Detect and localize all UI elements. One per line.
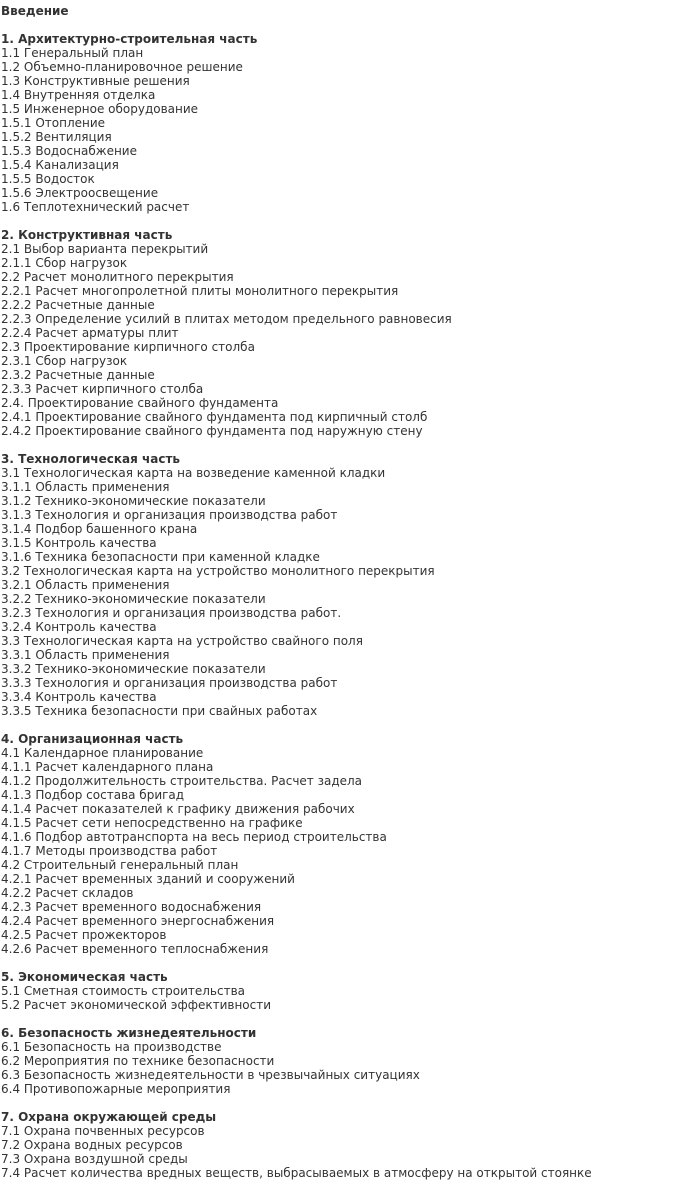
section-heading: 6. Безопасность жизнедеятельности bbox=[1, 1026, 257, 1040]
toc-item: 7.3 Охрана воздушной среды bbox=[1, 1152, 188, 1166]
section-heading: 1. Архитектурно-строительная часть bbox=[1, 32, 258, 46]
toc-item: 5.1 Сметная стоимость строительства bbox=[1, 984, 246, 998]
toc-item: 7.2 Охрана водных ресурсов bbox=[1, 1138, 183, 1152]
toc-item: 2.2.2 Расчетные данные bbox=[1, 298, 155, 312]
toc-item: 4.2.6 Расчет временного теплоснабжения bbox=[1, 942, 269, 956]
toc-item: 3.1.2 Технико-экономические показатели bbox=[1, 494, 266, 508]
toc-item: 3.1.5 Контроль качества bbox=[1, 536, 157, 550]
toc-item: 4.2.3 Расчет временного водоснабжения bbox=[1, 900, 262, 914]
toc-item: 3.3.4 Контроль качества bbox=[1, 690, 157, 704]
toc-item: 3.1.6 Техника безопасности при каменной кладке bbox=[1, 550, 320, 564]
toc-item: 1.5.5 Водосток bbox=[1, 172, 95, 186]
toc-item: 2.3.2 Расчетные данные bbox=[1, 368, 155, 382]
toc-item: 1.1 Генеральный план bbox=[1, 46, 144, 60]
toc-item: 7.4 Расчет количества вредных веществ, выбрасываемых в атмосферу на открытой стоянке bbox=[1, 1166, 592, 1180]
toc-item: 3.1.4 Подбор башенного крана bbox=[1, 522, 198, 536]
toc-item: 2.4.2 Проектирование свайного фундамента под наружную стену bbox=[1, 424, 423, 438]
toc-item: 7.1 Охрана почвенных ресурсов bbox=[1, 1124, 205, 1138]
section-spacer bbox=[1, 718, 700, 732]
toc-section bbox=[1, 438, 700, 718]
toc-item: 4.1 Календарное планирование bbox=[1, 746, 204, 760]
toc-item: 3.2.4 Контроль качества bbox=[1, 620, 157, 634]
toc-item: 4.1.1 Расчет календарного плана bbox=[1, 760, 214, 774]
toc-item: 4.2.2 Расчет складов bbox=[1, 886, 134, 900]
toc-item: 3.2 Технологическая карта на устройство монолитного перекрытия bbox=[1, 564, 435, 578]
toc-item: 2.2.1 Расчет многопролетной плиты монолитного перекрытия bbox=[1, 284, 399, 298]
toc-item: 5.2 Расчет экономической эффективности bbox=[1, 998, 272, 1012]
section-heading: 7. Охрана окружающей среды bbox=[1, 1110, 217, 1124]
toc-item: 3.2.1 Область применения bbox=[1, 578, 170, 592]
section-spacer bbox=[1, 438, 700, 452]
toc-section bbox=[1, 1012, 700, 1096]
toc-item: 4.2.1 Расчет временных зданий и сооружений bbox=[1, 872, 295, 886]
section-spacer bbox=[1, 214, 700, 228]
section-heading: 3. Технологическая часть bbox=[1, 452, 181, 466]
toc-item: 2.2.3 Определение усилий в плитах методом предельного равновесия bbox=[1, 312, 452, 326]
section-heading: 4. Организационная часть bbox=[1, 732, 184, 746]
toc-item: 4.1.3 Подбор состава бригад bbox=[1, 788, 185, 802]
toc-item: 6.2 Мероприятия по технике безопасности bbox=[1, 1054, 275, 1068]
section-spacer bbox=[1, 956, 700, 970]
toc-item: 3.3.2 Технико-экономические показатели bbox=[1, 662, 266, 676]
toc-item: 1.5.6 Электроосвещение bbox=[1, 186, 159, 200]
toc-item: 2.3.3 Расчет кирпичного столба bbox=[1, 382, 204, 396]
toc-section bbox=[1, 718, 700, 956]
toc-item: 3.1 Технологическая карта на возведение каменной кладки bbox=[1, 466, 386, 480]
toc-item: 1.5.4 Канализация bbox=[1, 158, 119, 172]
toc-item: 6.3 Безопасность жизнедеятельности в чрезвычайных ситуациях bbox=[1, 1068, 420, 1082]
toc-item: 1.6 Теплотехнический расчет bbox=[1, 200, 190, 214]
toc-section bbox=[1, 1096, 700, 1180]
section-heading: 5. Экономическая часть bbox=[1, 970, 168, 984]
toc-item: 4.1.6 Подбор автотранспорта на весь период строительства bbox=[1, 830, 387, 844]
toc-item: 4.2.4 Расчет временного энергоснабжения bbox=[1, 914, 275, 928]
toc-item: 4.2 Строительный генеральный план bbox=[1, 858, 239, 872]
toc-item: 3.1.1 Область применения bbox=[1, 480, 170, 494]
toc-item: 3.3.5 Техника безопасности при свайных работах bbox=[1, 704, 318, 718]
toc-item: 2.3 Проектирование кирпичного столба bbox=[1, 340, 255, 354]
intro-heading: Введение bbox=[1, 4, 69, 18]
section-spacer bbox=[1, 1096, 700, 1110]
toc-section bbox=[1, 18, 700, 214]
toc-section bbox=[1, 956, 700, 1012]
toc-item: 2.3.1 Сбор нагрузок bbox=[1, 354, 128, 368]
section-spacer bbox=[1, 18, 700, 32]
sections-container bbox=[1, 18, 700, 1180]
toc-item: 3.3.3 Технология и организация производства работ bbox=[1, 676, 338, 690]
toc-item: 2.2 Расчет монолитного перекрытия bbox=[1, 270, 234, 284]
toc-item: 1.5.2 Вентиляция bbox=[1, 130, 112, 144]
toc-item: 3.2.2 Технико-экономические показатели bbox=[1, 592, 266, 606]
toc-item: 3.3.1 Область применения bbox=[1, 648, 170, 662]
toc-item: 4.1.7 Методы производства работ bbox=[1, 844, 218, 858]
toc-item: 4.1.2 Продолжительность строительства. Расчет задела bbox=[1, 774, 363, 788]
toc-item: 2.4. Проектирование свайного фундамента bbox=[1, 396, 279, 410]
toc-item: 1.5 Инженерное оборудование bbox=[1, 102, 199, 116]
toc-item: 1.5.1 Отопление bbox=[1, 116, 106, 130]
toc-item: 1.3 Конструктивные решения bbox=[1, 74, 190, 88]
section-spacer bbox=[1, 1012, 700, 1026]
section-heading: 2. Конструктивная часть bbox=[1, 228, 173, 242]
toc-item: 2.1 Выбор варианта перекрытий bbox=[1, 242, 209, 256]
toc-item: 3.3 Технологическая карта на устройство свайного поля bbox=[1, 634, 363, 648]
toc-item: 6.1 Безопасность на производстве bbox=[1, 1040, 222, 1054]
toc-item: 2.2.4 Расчет арматуры плит bbox=[1, 326, 179, 340]
toc-item: 2.1.1 Сбор нагрузок bbox=[1, 256, 128, 270]
toc-item: 1.5.3 Водоснабжение bbox=[1, 144, 137, 158]
toc-item: 1.2 Объемно-планировочное решение bbox=[1, 60, 243, 74]
toc-item: 4.2.5 Расчет прожекторов bbox=[1, 928, 167, 942]
toc-item: 4.1.5 Расчет сети непосредственно на графике bbox=[1, 816, 303, 830]
toc-item: 3.1.3 Технология и организация производства работ bbox=[1, 508, 338, 522]
toc-item: 6.4 Противопожарные мероприятия bbox=[1, 1082, 231, 1096]
toc-section bbox=[1, 214, 700, 438]
toc-item: 3.2.3 Технология и организация производства работ. bbox=[1, 606, 342, 620]
toc-item: 1.4 Внутренняя отделка bbox=[1, 88, 156, 102]
toc-item: 2.4.1 Проектирование свайного фундамента под кирпичный столб bbox=[1, 410, 428, 424]
toc-item: 4.1.4 Расчет показателей к графику движения рабочих bbox=[1, 802, 355, 816]
